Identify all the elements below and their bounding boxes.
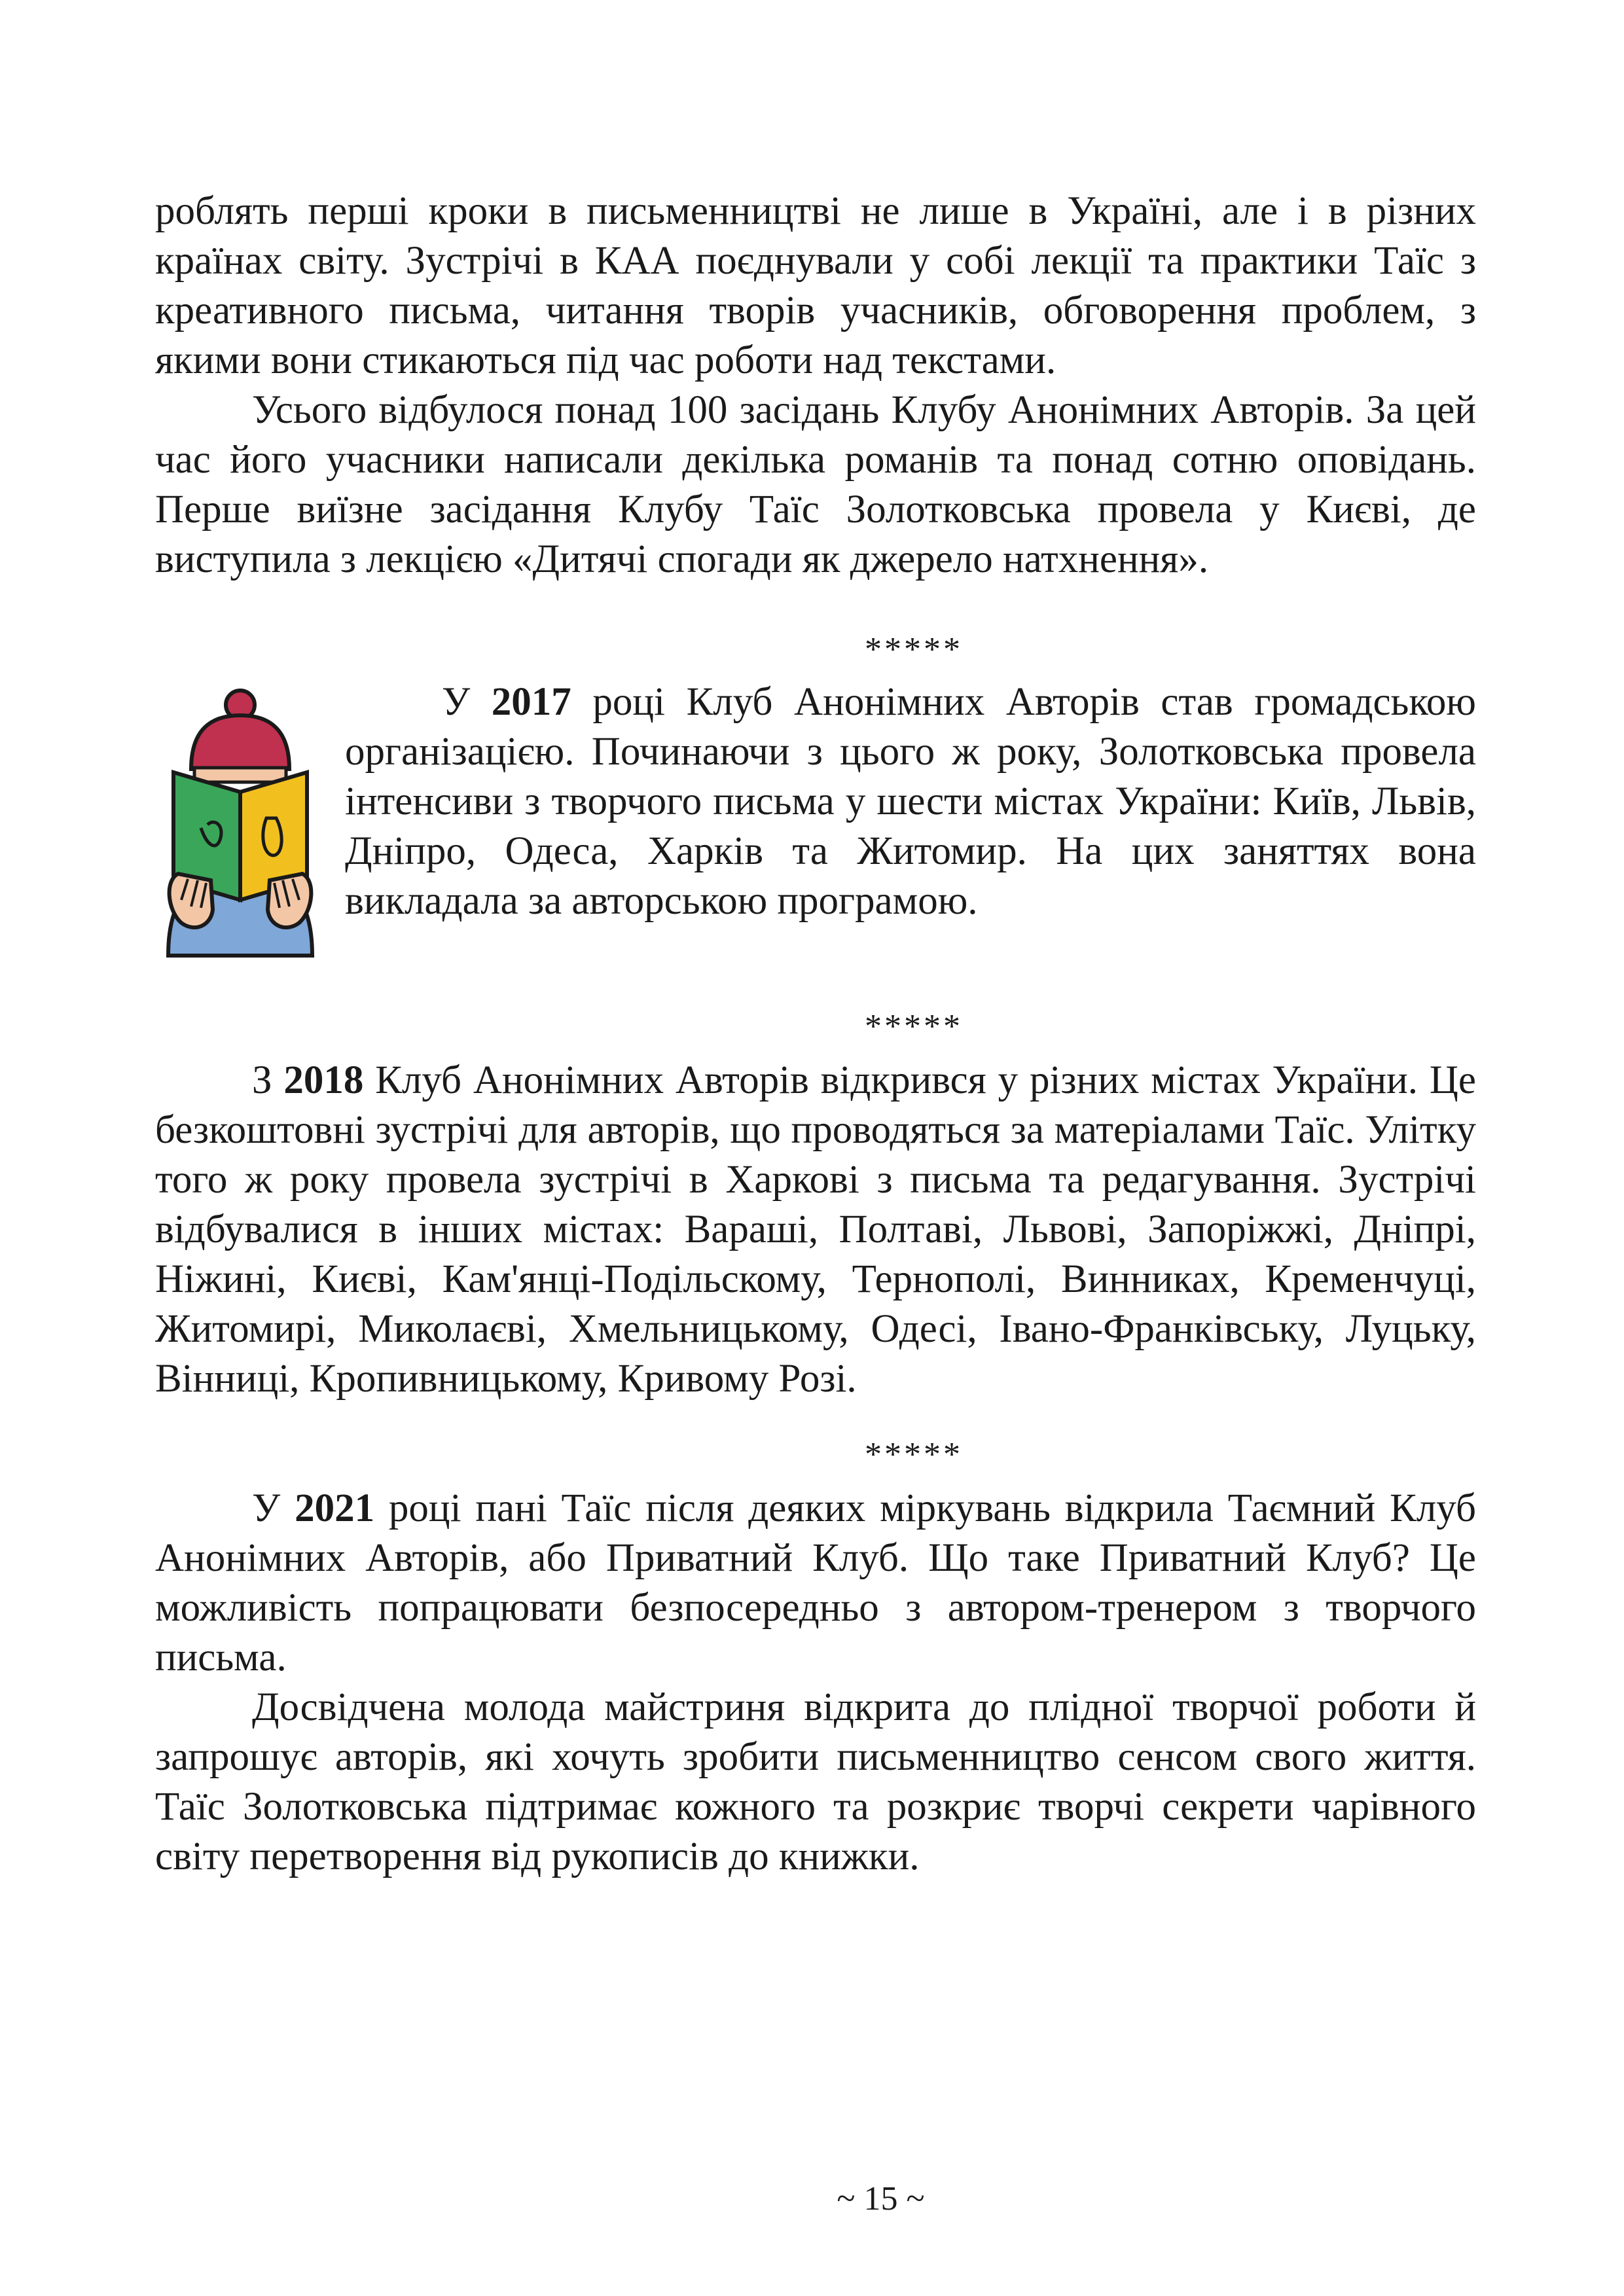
paragraph-2018-text: Клуб Анонімних Авторів відкрився у різних містах України. Це безкоштовні зустрічі для авторів, що проводяться за матеріалами Таїс. Улітку того ж року провела зустрічі в Харкові з письма та редагування. Зустрічі відбувалися в інших містах: Вараші, Полтаві, Львові, Запоріжжі, Дніпрі, Ніжині, Києві, Кам'янці-Подільскому, Тернополі, Винниках, Кременчуці, Житомирі, Миколаєві, Хмельницькому, Одесі, Івано-Франківську, Луцьку, Вінниці, Кропивницькому, Кривому Розі. [155,1058,1476,1401]
paragraph-continuation: роблять перші кроки в письменництві не лише в Україні, але і в різних країнах світу. Зустрічі в КАА поєднували у собі лекції та практики Таїс з креативного письма, читання творів учасників, обговорення проблем, з якими вони стикаються під час роботи над текстами. [155,189,1476,382]
paragraph-experienced-master: Досвідчена молода майстриня відкрита до плідної творчої роботи й запрошує авторів, які хочуть зробити письменництво сенсом свого життя. Таїс Золотковська підтримає кожного та розкриє творчі секрети чарівного світу перетворення від рукописів до книжки. [155,1685,1476,1878]
paragraph-2018 [155,1056,1476,1404]
section-separator: ***** [865,1008,963,1045]
lead-word: У [442,680,492,724]
person-reading-book-icon [155,684,325,959]
year-2018: 2018 [283,1058,364,1102]
year-2021: 2021 [295,1486,375,1530]
section-separator: ***** [865,1436,963,1473]
paragraph-club-meetings: Усього відбулося понад 100 засідань Клубу Анонімних Авторів. За цей час його учасники написали декілька романів та понад сотню оповідань. Перше виїзне засідання Клубу Таїс Золотковська провела у Києві, де виступила з лекцією «Дитячі спогади як джерело натхнення». [155,388,1476,581]
paragraph-2017 [345,677,1476,926]
lead-word: З [252,1058,284,1102]
paragraph-2021 [155,1484,1476,1683]
section-separator: ***** [865,631,963,668]
section-2017 [155,677,1476,976]
paragraph-2021-text: році пані Таїс після деяких міркувань відкрила Таємний Клуб Анонімних Авторів, або Приватний Клуб. Що таке Приватний Клуб? Це можливість попрацювати безпосередньо з автором-тренером з творчого письма. [155,1486,1476,1679]
page-content [155,187,1476,1882]
lead-word: У [252,1486,295,1530]
paragraph-2017-text: році Клуб Анонімних Авторів став громадською організацією. Починаючи з цього ж року, Золотковська провела інтенсиви з творчого письма у шести містах України: Київ, Львів, Дніпро, Одеса, Харків та Житомир. На цих заняттях вона викладала за авторською програмою. [345,680,1476,923]
page-number: ~ 15 ~ [837,2180,925,2217]
year-2017: 2017 [491,680,571,724]
